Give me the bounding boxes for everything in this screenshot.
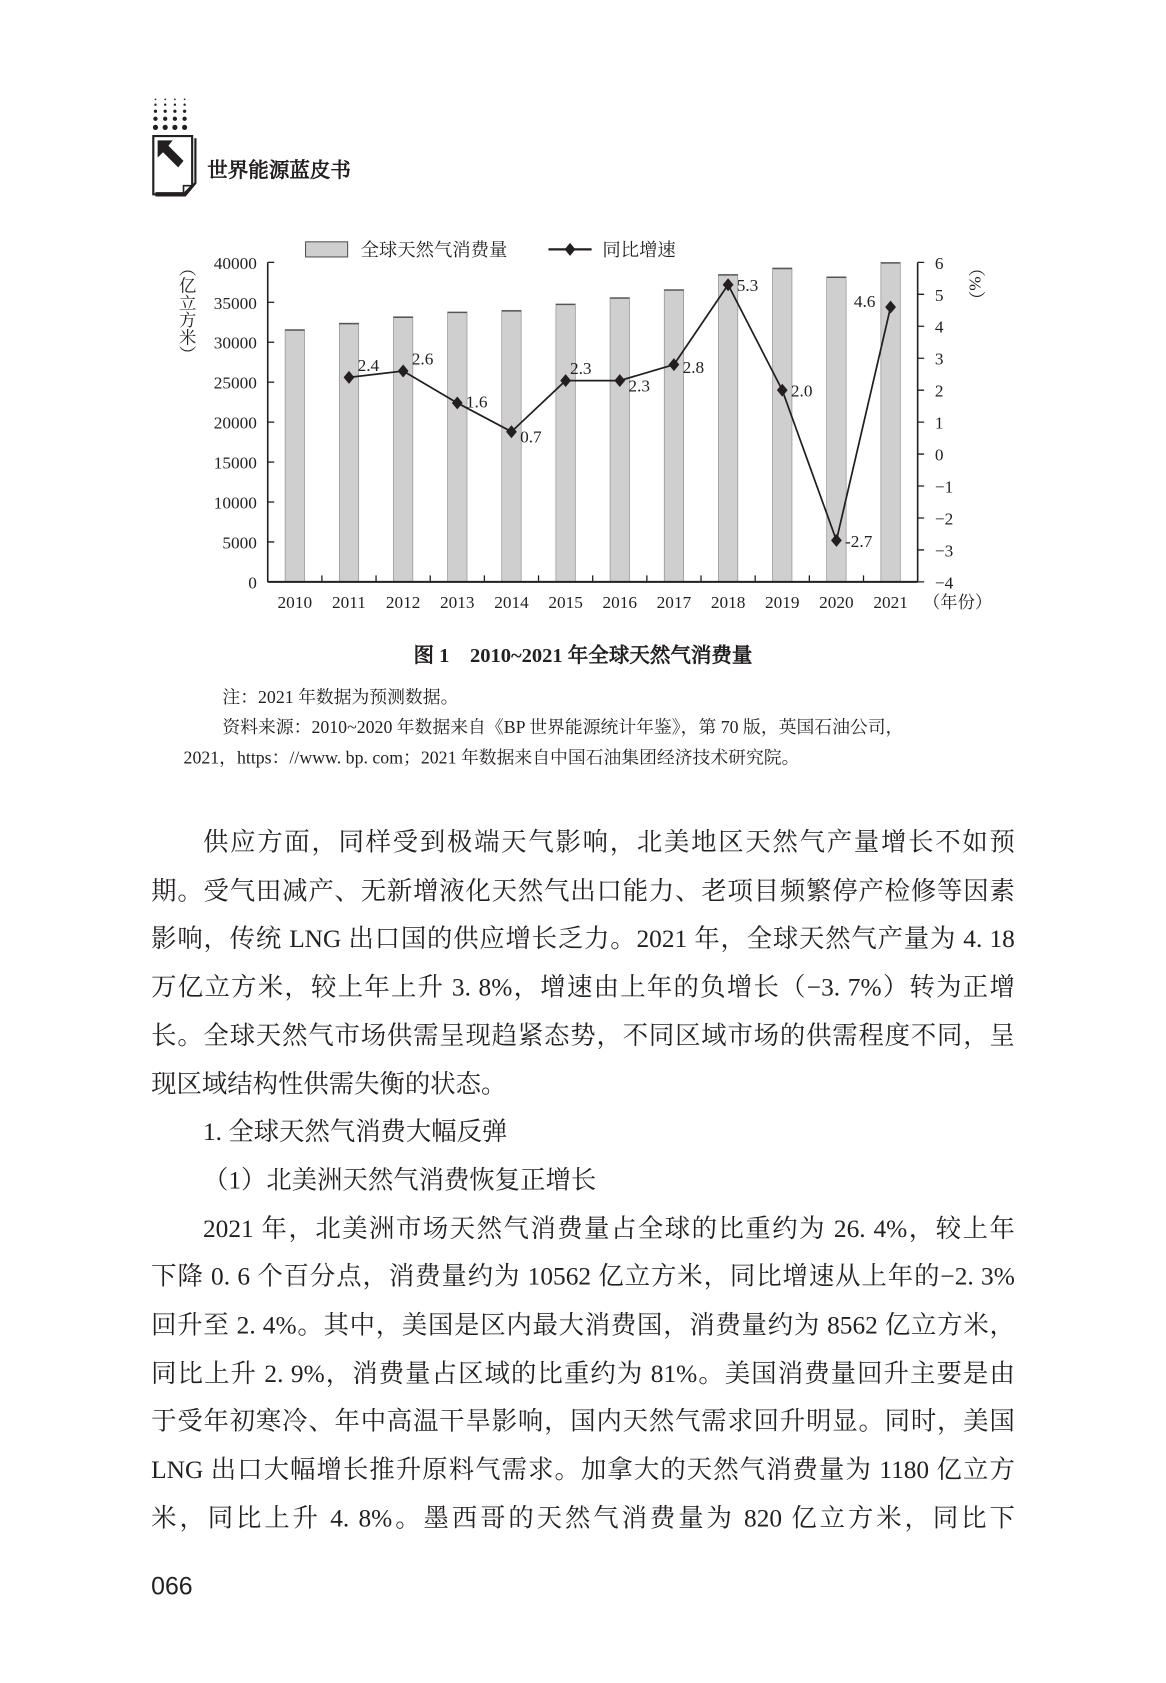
right-y-tick-label: −2 xyxy=(934,509,954,529)
book-series-title: 世界能源蓝皮书 xyxy=(207,159,351,183)
x-tick-label: 2014 xyxy=(494,592,529,612)
bar-2018 xyxy=(718,274,737,582)
body-line: 下降 0. 6 个百分点，消费量约为 10562 亿立方米，同比增速从上年的−2. 3% xyxy=(151,1263,1015,1292)
left-y-tick-label: 15000 xyxy=(213,453,257,473)
legend-bar-swatch xyxy=(306,242,348,257)
legend-diamond-icon xyxy=(565,243,576,256)
x-tick-label: 2015 xyxy=(548,592,583,612)
x-tick-label: 2018 xyxy=(710,592,746,612)
right-y-tick-label: −1 xyxy=(934,477,954,497)
body-line: 影响，传统 LNG 出口国的供应增长乏力。2021 年，全球天然气产量为 4. 18 xyxy=(151,925,1015,954)
growth-rate-data-label: 2.0 xyxy=(790,381,813,401)
growth-rate-data-label: 4.6 xyxy=(853,292,876,312)
right-y-tick-label: 0 xyxy=(934,445,944,465)
left-y-tick-label: 5000 xyxy=(222,533,257,553)
figure-source-line-2: 2021，https：//www. bp. com；2021 年数据来自中国石油集团经济技术研究院。 xyxy=(183,747,800,768)
right-y-axis-title: （%） xyxy=(965,259,985,309)
x-tick-label: 2017 xyxy=(656,592,692,612)
bar-2017 xyxy=(664,290,683,582)
x-tick-label: 2016 xyxy=(602,592,638,612)
left-y-tick-label: 10000 xyxy=(213,493,257,513)
body-line: 米，同比上升 4. 8%。墨西哥的天然气消费量为 820 亿立方米，同比下 xyxy=(151,1504,1015,1533)
bar-2014 xyxy=(502,310,521,582)
figure-note: 注：2021 年数据为预测数据。 xyxy=(222,686,459,708)
x-tick-label: 2012 xyxy=(385,592,421,612)
right-y-tick-label: 5 xyxy=(934,285,944,305)
growth-rate-data-label: 0.7 xyxy=(520,427,542,447)
bar-2019 xyxy=(773,268,792,582)
body-line: 期。受气田减产、无新增液化天然气出口能力、老项目频繁停产检修等因素 xyxy=(151,877,1015,906)
growth-rate-data-label: 2.3 xyxy=(569,359,592,379)
bar-2015 xyxy=(556,304,575,582)
body-line: 于受年初寒冷、年中高温干旱影响，国内天然气需求回升明显。同时，美国 xyxy=(151,1408,1015,1437)
bar-2011 xyxy=(339,323,358,582)
right-y-tick-label: 6 xyxy=(934,253,944,273)
bar-2012 xyxy=(393,317,412,582)
right-y-tick-label: 4 xyxy=(934,317,944,337)
bar-2010 xyxy=(285,329,304,581)
left-y-tick-label: 30000 xyxy=(213,333,257,353)
x-axis-title: （年份） xyxy=(923,592,993,612)
body-line: LNG 出口大幅增长推升原料气需求。加拿大的天然气消费量为 1180 亿立方 xyxy=(151,1456,1015,1485)
bar-2013 xyxy=(448,312,467,582)
right-y-tick-label: −4 xyxy=(934,573,954,593)
figure-source-line-1: 资料来源：2010~2020 年数据来自《BP 世界能源统计年鉴》，第 70 版，英国石油公司， xyxy=(222,716,904,738)
growth-rate-data-label: 2.3 xyxy=(628,376,651,396)
growth-rate-data-label: 1.6 xyxy=(465,392,488,412)
left-y-tick-label: 35000 xyxy=(213,293,257,313)
growth-rate-data-label: 5.3 xyxy=(736,276,759,296)
body-line: 同比上升 2. 9%，消费量占区域的比重约为 81%。美国消费量回升主要是由 xyxy=(151,1359,1015,1389)
left-y-tick-label: 25000 xyxy=(213,373,257,393)
body-line: 万亿立方米，较上年上升 3. 8%，增速由上年的负增长（−3. 7%）转为正增 xyxy=(151,973,1015,1002)
growth-rate-data-label: 2.8 xyxy=(682,358,705,378)
right-y-tick-label: 1 xyxy=(934,413,944,433)
x-tick-label: 2013 xyxy=(440,592,475,612)
legend-line-label: 同比增速 xyxy=(602,239,676,260)
growth-rate-data-label: -2.7 xyxy=(845,531,873,551)
x-tick-label: 2011 xyxy=(332,592,366,612)
body-line: 现区域结构性供需失衡的状态。 xyxy=(151,1070,507,1099)
growth-rate-data-label: 2.6 xyxy=(411,349,434,369)
natural-gas-consumption-chart xyxy=(162,227,1015,626)
body-line: 供应方面，同样受到极端天气影响，北美地区天然气产量增长不如预 xyxy=(202,829,1015,858)
x-tick-label: 2010 xyxy=(277,592,313,612)
legend-bar-label: 全球天然气消费量 xyxy=(360,239,508,260)
x-tick-label: 2020 xyxy=(819,592,854,612)
body-line: （1）北美洲天然气消费恢复正增长 xyxy=(202,1166,597,1195)
x-tick-label: 2021 xyxy=(873,592,908,612)
page-number: 066 xyxy=(151,1571,193,1600)
book-logo-icon xyxy=(149,95,197,198)
left-y-tick-label: 0 xyxy=(248,573,257,593)
growth-rate-data-label: 2.4 xyxy=(357,355,380,375)
bar-2016 xyxy=(610,297,629,581)
right-y-tick-label: −3 xyxy=(934,541,954,561)
x-tick-label: 2019 xyxy=(764,592,800,612)
figure-caption: 图 1 2010~2021 年全球天然气消费量 xyxy=(413,644,753,668)
right-y-tick-label: 3 xyxy=(934,349,944,369)
body-line: 回升至 2. 4%。其中，美国是区内最大消费国，消费量约为 8562 亿立方米， xyxy=(151,1311,1015,1340)
body-line: 长。全球天然气市场供需呈现趋紧态势，不同区域市场的供需程度不同，呈 xyxy=(151,1022,1015,1051)
left-y-axis-title: （亿立方米） xyxy=(176,259,196,363)
left-y-tick-label: 20000 xyxy=(213,413,257,433)
body-line: 1. 全球天然气消费大幅反弹 xyxy=(202,1118,508,1147)
right-y-tick-label: 2 xyxy=(934,381,944,401)
body-line: 2021 年，北美洲市场天然气消费量占全球的比重约为 26. 4%，较上年 xyxy=(202,1215,1015,1244)
left-y-tick-label: 40000 xyxy=(213,253,257,273)
